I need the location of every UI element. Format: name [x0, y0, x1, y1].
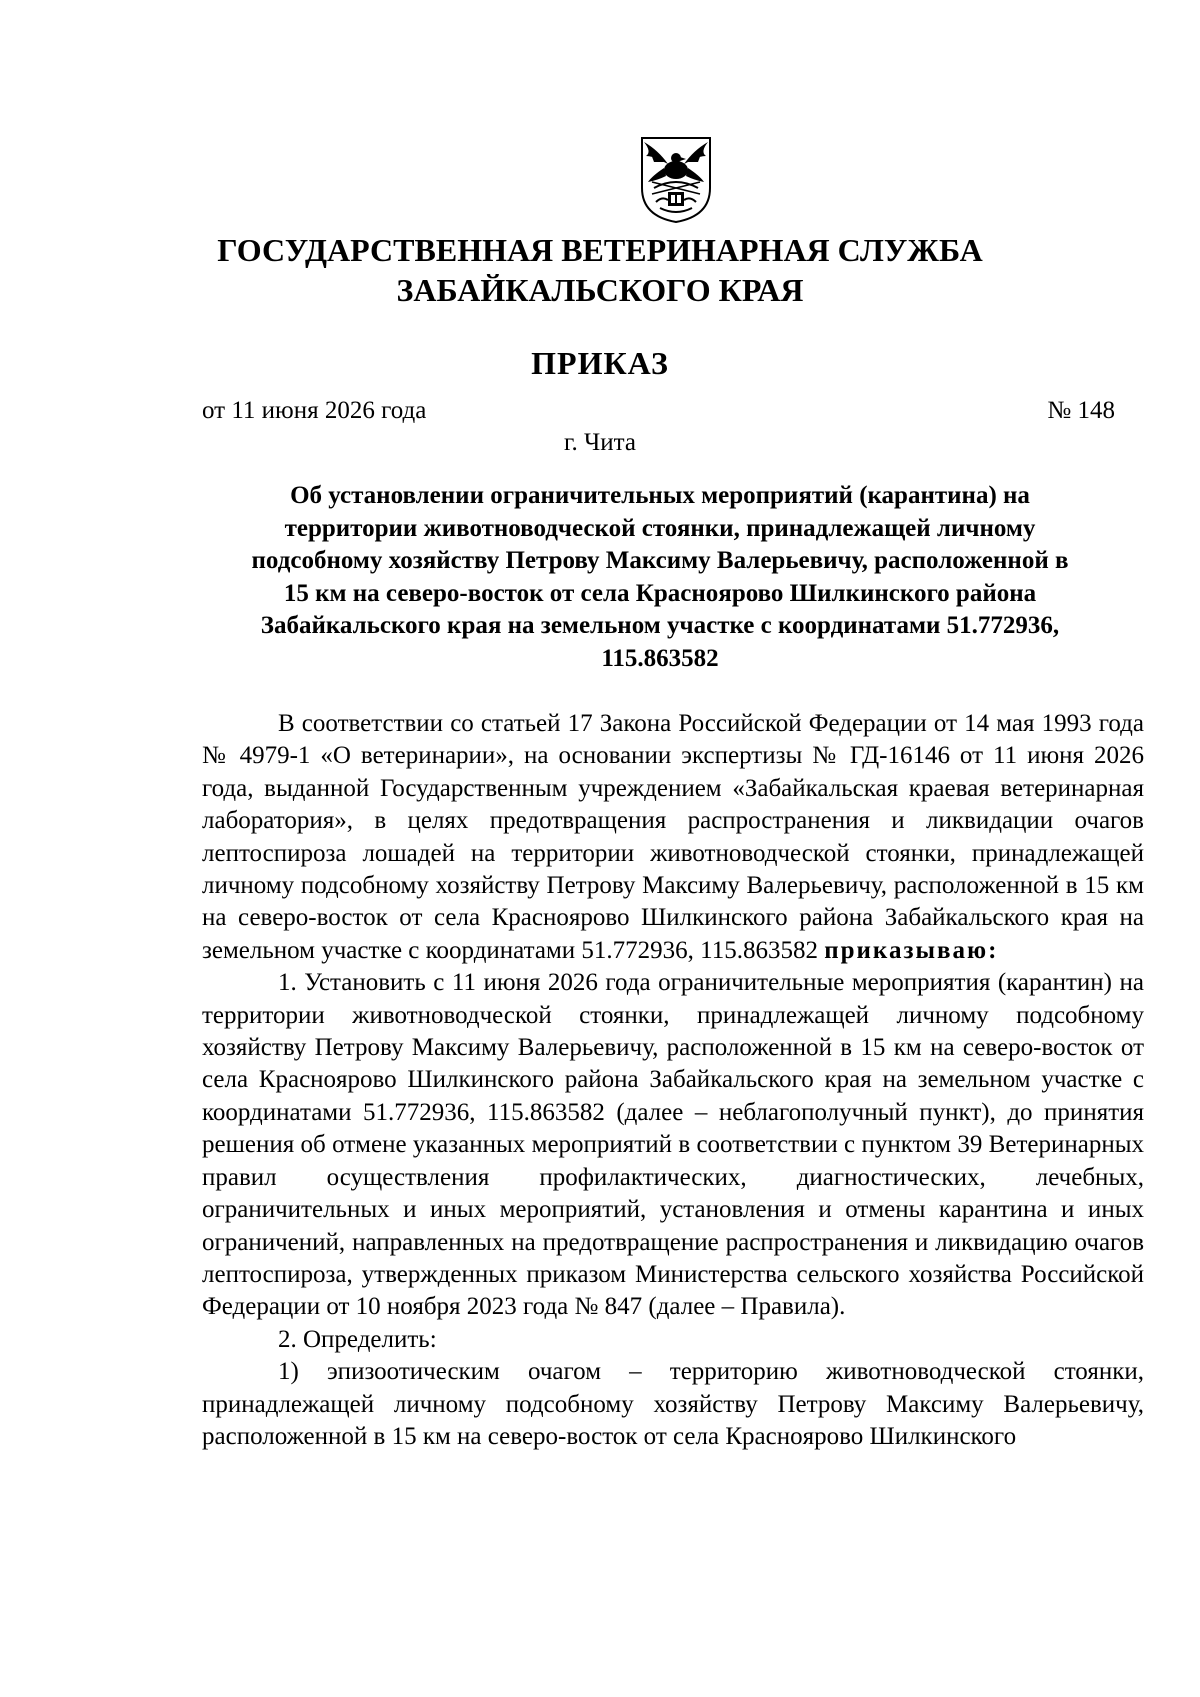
order-city: г. Чита: [564, 429, 636, 456]
subject-line: Забайкальского края на земельном участке с координатами 51.772936,: [260, 612, 1060, 639]
order-number: № 148: [1047, 397, 1115, 424]
agency-name-line-1: ГОСУДАРСТВЕННАЯ ВЕТЕРИНАРНАЯ СЛУЖБА: [217, 232, 983, 268]
subject-line: 115.863582: [601, 644, 719, 672]
document-type-title: ПРИКАЗ: [531, 345, 669, 381]
zabaykalsky-krai-coat-of-arms-icon: [638, 136, 714, 224]
subject-line: подсобному хозяйству Петрову Максиму Валерьевичу, расположенной в: [251, 547, 1069, 574]
order-word: приказываю:: [824, 936, 999, 964]
item-2-paragraph: 2. Определить:: [278, 1325, 437, 1353]
item-1-paragraph: 1. Установить с 11 июня 2026 года ограничительные мероприятия (карантин) на территории животноводческой стоянки, принадлежащей личному подсобному хозяйству Петрову Максиму Валерьевичу, расположенной в 15 км на северо-восток от села Краснoярово Шилкинского района Забайкальского края на земельном участке с координатами 51.772936, 115.863582 (далее – неблагополучный пункт), до принятия решения об отмене указанных мероприятий в соответствии с пунктом 39 Ветеринарных правил осуществления профилактических, диагностических, лечебных, ограничительных и иных мероприятий, установления и отмены карантина и иных ограничений, направленных на предотвращение распространения и ликвидацию очагов лептоспироза, утвержденных приказом Министерства сельского хозяйства Российской Федерации от 10 ноября 2023 года № 847 (далее – Правила).: [202, 969, 1144, 1321]
order-subject: [200, 480, 1120, 675]
agency-name-line-2: ЗАБАЙКАЛЬСКОГО КРАЯ: [396, 272, 804, 308]
preamble-paragraph: [202, 708, 1144, 967]
agency-name: [150, 230, 1050, 310]
item-2-1-paragraph: 1) эпизоотическим очагом – территорию животноводческой стоянки, принадлежащей личному подсобному хозяйству Петрову Максиму Валерьевичу, расположенной в 15 км на северо-восток от села Краснoярово Шилкинского: [202, 1358, 1144, 1450]
preamble-text: В соответствии со статьей 17 Закона Российской Федерации от 14 мая 1993 года № 4979-1 «О ветеринарии», на основании экспертизы № ГД-16146 от 11 июня 2026 года, выданной Государственным учреждением «Забайкальская краевая ветеринарная лаборатория», в целях предотвращения распространения и ликвидации очагов лептоспироза лошадей на территории животноводческой стоянки, принадлежащей личному подсобному хозяйству Петрову Максиму Валерьевичу, расположенной в 15 км на северо-восток от села Краснoярово Шилкинского района Забайкальского края на земельном участке с координатами 51.772936, 115.863582: [202, 710, 1144, 964]
subject-line: Об установлении ограничительных мероприятий (карантина) на: [290, 482, 1030, 509]
order-body: [202, 708, 1144, 1453]
subject-line: территории животноводческой стоянки, принадлежащей личному: [284, 514, 1036, 542]
order-date: от 11 июня 2026 года: [202, 397, 427, 424]
subject-line: 15 км на северо-восток от села Краснoярово Шилкинского района: [283, 579, 1037, 607]
